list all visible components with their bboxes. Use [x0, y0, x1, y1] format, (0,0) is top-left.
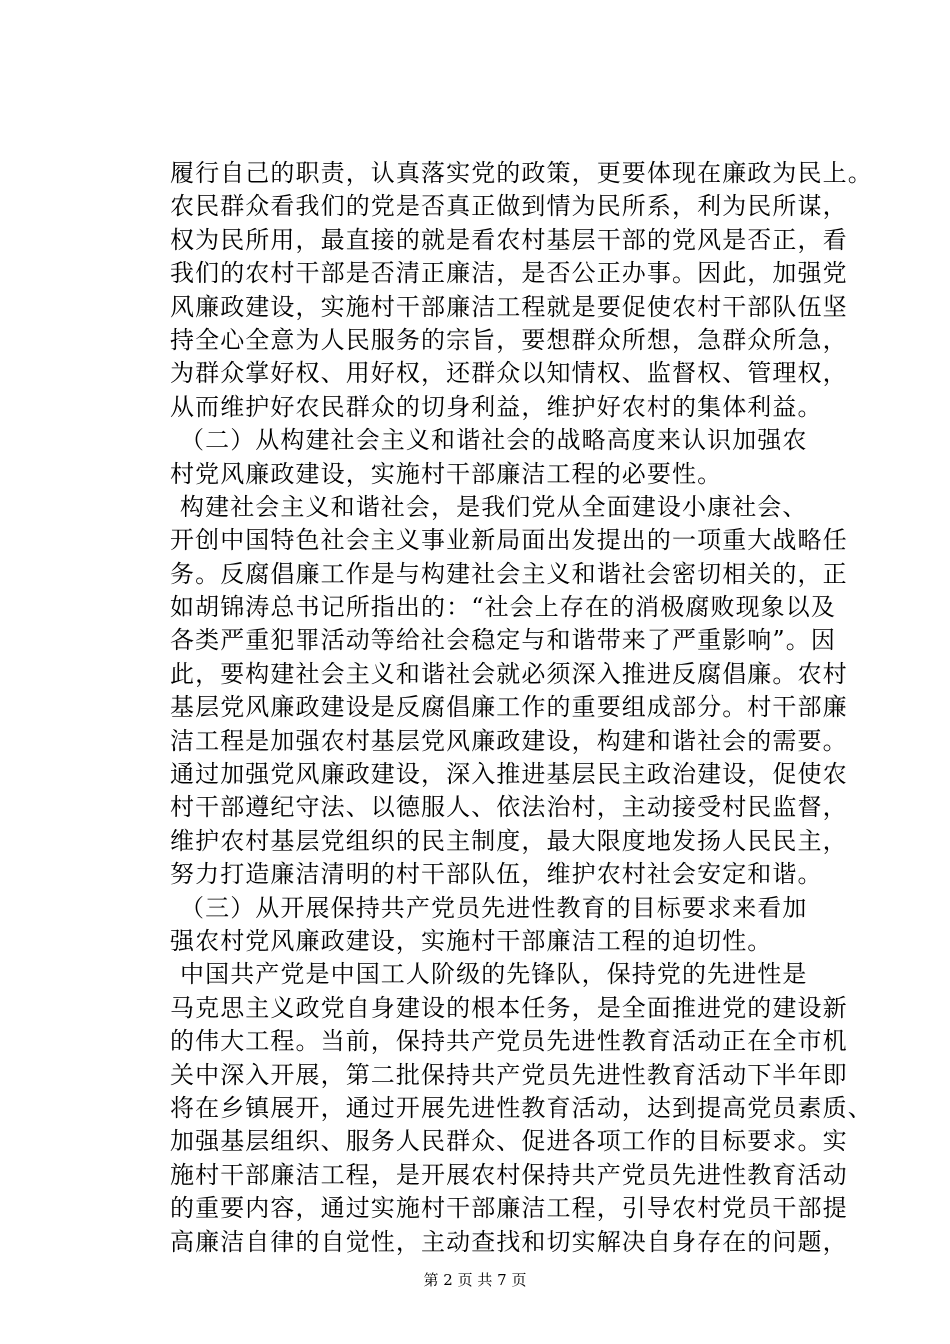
text-line: 洁工程是加强农村基层党风廉政建设，构建和谐社会的需要。	[170, 726, 848, 755]
text-line: 关中深入开展，第二批保持共产党员先进性教育活动下半年即	[170, 1060, 848, 1089]
text-line: 的重要内容，通过实施村干部廉洁工程，引导农村党员干部提	[170, 1194, 848, 1223]
text-line: 马克思主义政党自身建设的根本任务，是全面推进党的建设新	[170, 993, 848, 1022]
text-line: 持全心全意为人民服务的宗旨，要想群众所想，急群众所急，	[170, 325, 848, 354]
text-line: 务。反腐倡廉工作是与构建社会主义和谐社会密切相关的，正	[170, 559, 848, 588]
paragraph-start: 中国共产党是中国工人阶级的先锋队，保持党的先进性是	[180, 960, 808, 989]
paragraph-start: 构建社会主义和谐社会，是我们党从全面建设小康社会、	[180, 492, 808, 521]
text-line: 通过加强党风廉政建设，深入推进基层民主政治建设，促使农	[170, 760, 848, 789]
text-line: 为群众掌好权、用好权，还群众以知情权、监督权、管理权，	[170, 359, 848, 388]
text-line: 各类严重犯罪活动等给社会稳定与和谐带来了严重影响”。因	[170, 626, 836, 655]
text-line: 村党风廉政建设，实施村干部廉洁工程的必要性。	[170, 459, 723, 488]
text-line: 如胡锦涛总书记所指出的：“社会上存在的消极腐败现象以及	[170, 593, 836, 622]
text-line: 风廉政建设，实施村干部廉洁工程就是要促使农村干部队伍坚	[170, 292, 848, 321]
document-body	[170, 157, 873, 1259]
text-line: 权为民所用，最直接的就是看农村基层干部的党风是否正，看	[170, 225, 848, 254]
text-line: 加强基层组织、服务人民群众、促进各项工作的目标要求。实	[170, 1127, 848, 1156]
text-line: 施村干部廉洁工程，是开展农村保持共产党员先进性教育活动	[170, 1160, 848, 1189]
text-line: 高廉洁自律的自觉性，主动查找和切实解决自身存在的问题，	[170, 1227, 848, 1256]
text-line: 我们的农村干部是否清正廉洁，是否公正办事。因此，加强党	[170, 259, 848, 288]
text-line: 村干部遵纪守法、以德服人、依法治村，主动接受村民监督，	[170, 793, 848, 822]
text-line: 农民群众看我们的党是否真正做到情为民所系，利为民所谋，	[170, 192, 848, 221]
page-number-footer: 第 2 页 共 7 页	[423, 1271, 527, 1289]
text-line: 维护农村基层党组织的民主制度，最大限度地发扬人民民主，	[170, 826, 848, 855]
text-line: 强农村党风廉政建设，实施村干部廉洁工程的迫切性。	[170, 926, 773, 955]
text-line: 努力打造廉洁清明的村干部队伍，维护农村社会安定和谐。	[170, 860, 823, 889]
text-line: 开创中国特色社会主义事业新局面出发提出的一项重大战略任	[170, 526, 848, 555]
section-heading-2: （二）从构建社会主义和谐社会的战略高度来认识加强农	[180, 426, 808, 455]
text-line: 基层党风廉政建设是反腐倡廉工作的重要组成部分。村干部廉	[170, 693, 848, 722]
section-heading-3: （三）从开展保持共产党员先进性教育的目标要求来看加	[180, 893, 808, 922]
text-line: 此，要构建社会主义和谐社会就必须深入推进反腐倡廉。农村	[170, 659, 848, 688]
text-line: 履行自己的职责，认真落实党的政策，更要体现在廉政为民上。	[170, 159, 873, 187]
text-line: 将在乡镇展开，通过开展先进性教育活动，达到提高党员素质、	[170, 1093, 873, 1122]
text-line: 的伟大工程。当前，保持共产党员先进性教育活动正在全市机	[170, 1027, 848, 1056]
text-line: 从而维护好农民群众的切身利益，维护好农村的集体利益。	[170, 392, 823, 421]
